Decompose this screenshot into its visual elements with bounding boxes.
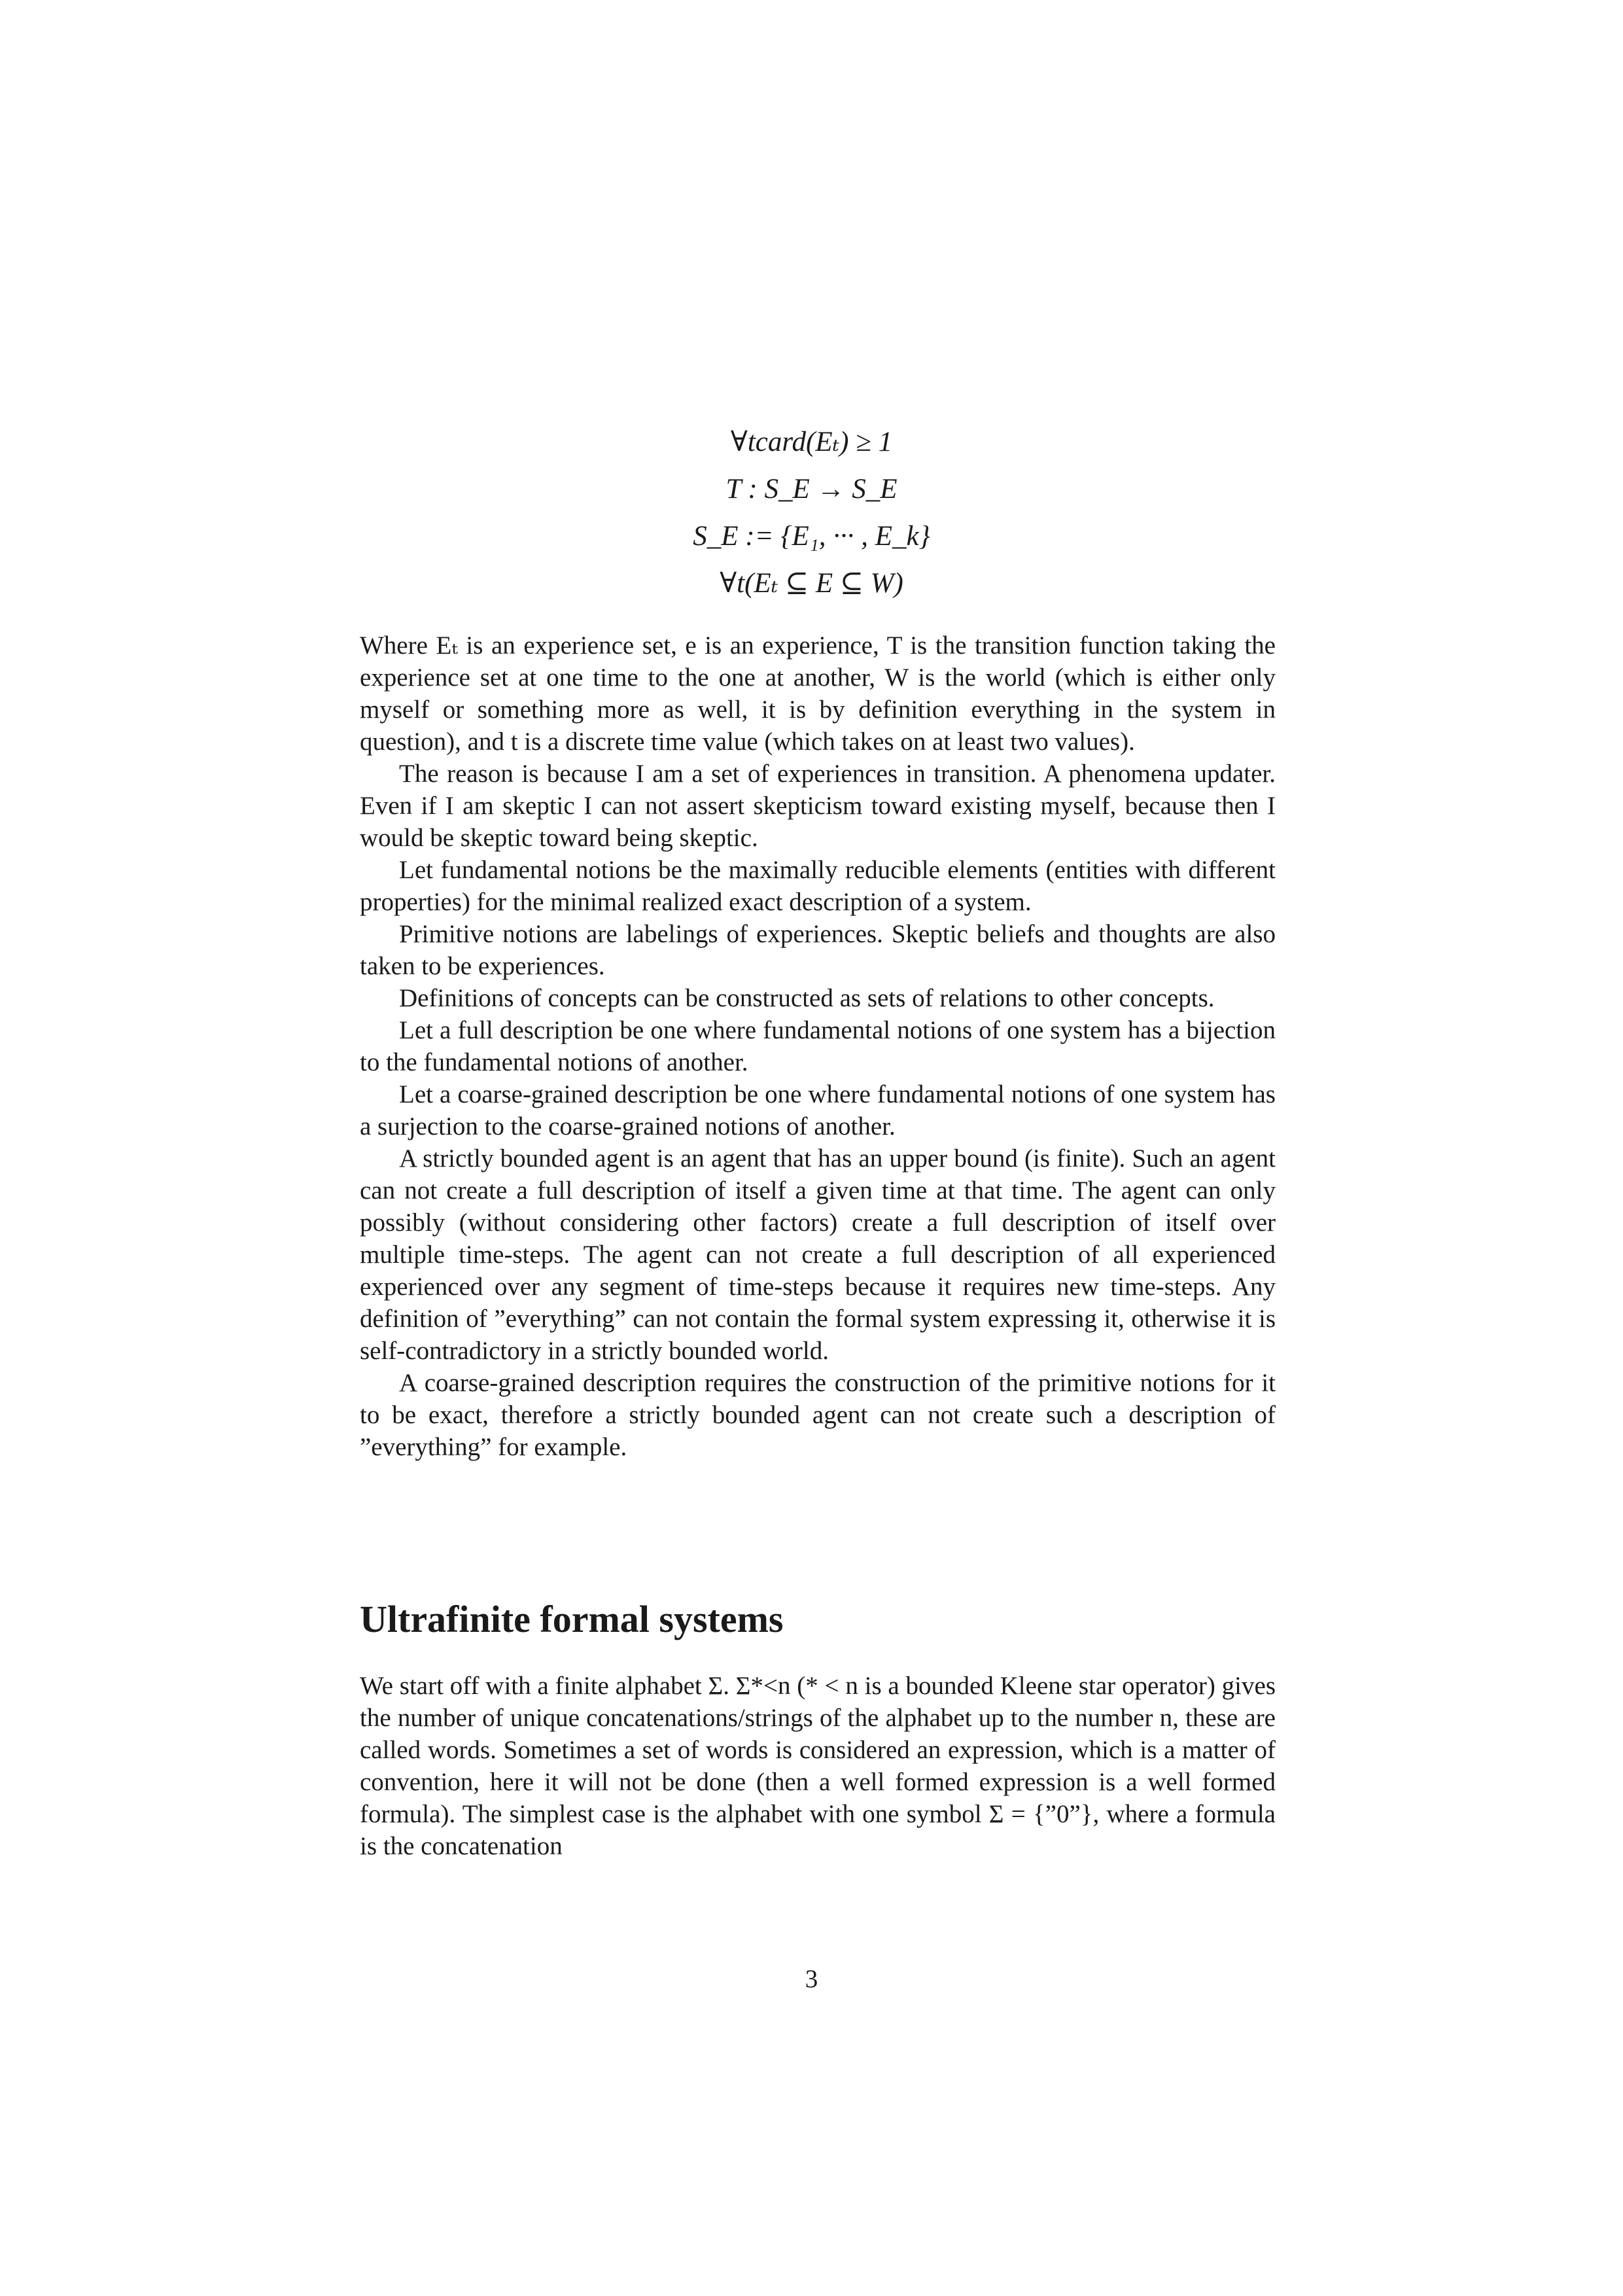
page-number: 3 <box>805 1965 818 1993</box>
equation-subset: ∀t(Eₜ ⊆ E ⊆ W) <box>720 568 903 599</box>
paragraph: Where Eₜ is an experience set, e is an experience, T is the transition function taking the experience set at one time to the one at another, W is the world (which is either only myself or something more as well, it is by definition everything in the system in question), and t is a discrete time value (which takes on at least two values). <box>360 631 1276 756</box>
paragraph: Let a full description be one where fundamental notions of one system has a bijection to the fundamental notions of another. <box>360 1016 1276 1076</box>
body-text <box>360 629 1276 1463</box>
paragraph: A coarse-grained description requires the construction of the primitive notions for it to be exact, therefore a strictly bounded agent can not create such a description of ”everything” for example. <box>360 1369 1276 1461</box>
paragraph: Primitive notions are labelings of experiences. Skeptic beliefs and thoughts are also taken to be experiences. <box>360 920 1276 980</box>
paragraph: The reason is because I am a set of experiences in transition. A phenomena updater. Even if I am skeptic I can not assert skepticism toward existing myself, because then I would be skeptic toward being skeptic. <box>360 760 1276 852</box>
equation-card: ∀tcard(Eₜ) ≥ 1 <box>730 427 893 457</box>
paragraph: Definitions of concepts can be constructed as sets of relations to other concepts. <box>399 984 1215 1012</box>
paragraph: A strictly bounded agent is an agent that has an upper bound (is finite). Such an agent can not create a full description of itself a given time at that time. The agent can only possibly (without considering other factors) create a full description of itself over multiple time-steps. The agent can not create a full description of all experienced experienced over any segment of time-steps because it requires new time-steps. Any definition of ”everything” can not contain the formal system expressing it, otherwise it is self-contradictory in a strictly bounded world. <box>360 1144 1276 1365</box>
equation-transition: T : S_E → S_E <box>725 474 898 504</box>
equation-experience-sets: S_E := {E₁, ··· , E_k} <box>693 521 930 552</box>
paragraph: Let fundamental notions be the maximally reducible elements (entities with different properties) for the minimal realized exact description of a system. <box>360 856 1276 916</box>
equation-block <box>0 419 1623 607</box>
section-ultrafinite <box>360 1597 1276 1862</box>
section-heading: Ultrafinite formal systems <box>360 1598 784 1640</box>
paragraph: We start off with a finite alphabet Σ. Σ*<n (* < n is a bounded Kleene star operator) gives the number of unique concatenations/strings of the alphabet up to the number n, these are called words. Sometimes a set of words is considered an expression, which is a matter of convention, here it will not be done (then a well formed expression is a well formed formula). The simplest case is the alphabet with one symbol Σ = {”0”}, where a formula is the concatenation <box>360 1672 1276 1860</box>
paragraph: Let a coarse-grained description be one where fundamental notions of one system has a surjection to the coarse-grained notions of another. <box>360 1080 1276 1140</box>
